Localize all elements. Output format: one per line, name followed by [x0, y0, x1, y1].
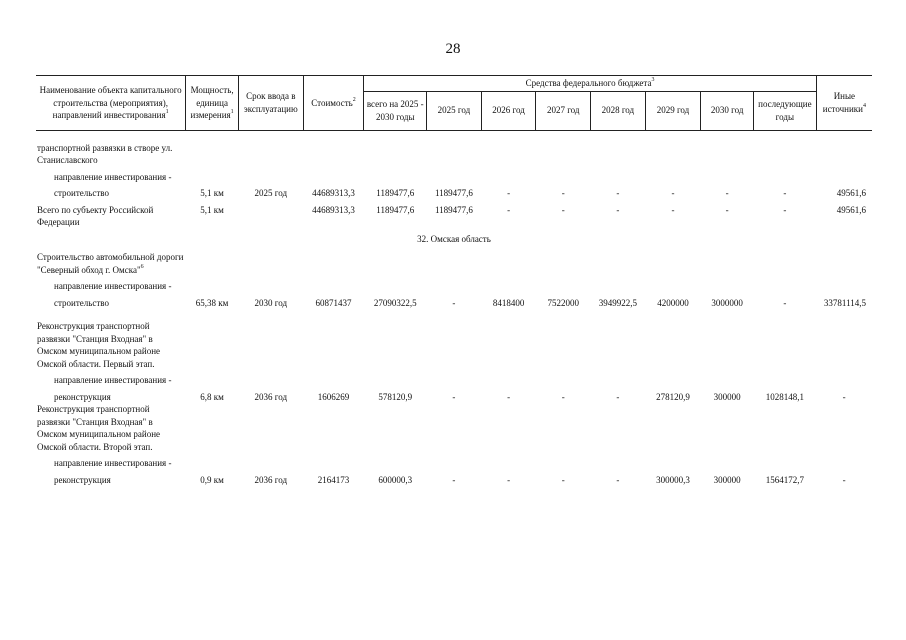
cell-total: 1189477,6 — [376, 188, 415, 198]
header-federal-budget — [364, 76, 816, 92]
header-cost-text: Стоимость — [311, 97, 353, 108]
cell-2026: - — [507, 474, 511, 485]
cell-2030: - — [725, 204, 729, 215]
cell-power: 5,1 км — [200, 188, 224, 198]
cell-cost: 44689313,3 — [312, 188, 355, 198]
cell-2030: - — [725, 188, 729, 198]
cell-other: 49561,6 — [836, 188, 866, 198]
header-other-text: Иные источники — [822, 91, 863, 114]
cell-2026: 8418400 — [492, 297, 525, 308]
cell-year: 2036 год — [254, 391, 288, 402]
region-heading-row — [36, 229, 872, 252]
cell-2028: - — [616, 188, 620, 198]
table-row — [36, 167, 872, 184]
cell-cost: 2164173 — [317, 474, 350, 485]
header-power-footnote: 1 — [230, 109, 234, 115]
header-2028: 2028 год — [591, 91, 646, 130]
header-other-footnote: 4 — [863, 102, 866, 109]
row-name: Реконструкция транспортной развязки "Станция Входная" в Омском муниципальном районе Омской области. Первый этап. — [37, 321, 161, 369]
cell-other: - — [842, 474, 846, 485]
row-name: Всего по субъекту Российской Федерации — [37, 204, 154, 227]
row-name: направление инвестирования - — [54, 375, 172, 385]
cell-next: - — [783, 188, 787, 198]
cell-2026: - — [507, 188, 511, 198]
cell-year: 2025 год — [254, 188, 288, 198]
cell-power: 6,8 км — [200, 391, 224, 402]
cell-2027: - — [561, 391, 565, 402]
cell-2026: - — [507, 204, 511, 215]
row-name: направление инвестирования - — [54, 171, 172, 182]
table-body — [36, 130, 872, 486]
table-row — [36, 276, 872, 293]
cell-next: - — [783, 297, 787, 308]
cell-2025: - — [452, 297, 456, 308]
header-power-text: Мощность, единица измерения — [190, 85, 234, 120]
header-2027: 2027 год — [536, 91, 591, 130]
row-spacer — [36, 130, 872, 142]
table-row — [36, 183, 872, 200]
table-row — [36, 251, 872, 276]
cell-next: - — [783, 204, 787, 215]
cell-2027: - — [561, 188, 565, 198]
cell-total: 1189477,6 — [376, 204, 415, 215]
cell-2029: 278120,9 — [656, 391, 690, 402]
row-name-text: Строительство автомобильной дороги "Северный обход г. Омска" — [37, 252, 184, 275]
cell-other: 49561,6 — [836, 204, 866, 215]
cell-year: 2036 год — [254, 474, 288, 485]
cell-2025: 1189477,6 — [434, 188, 473, 198]
cell-total: 578120,9 — [378, 391, 413, 402]
header-federal-text: Средства федерального бюджета — [525, 78, 652, 88]
cell-cost: 60871437 — [315, 297, 352, 308]
header-name-text: Наименование объекта капитального строительства (мероприятия), направлений инвестирования — [39, 85, 182, 120]
row-name: строительство — [54, 188, 109, 198]
header-name — [36, 76, 186, 131]
row-name — [36, 251, 186, 276]
cell-2029: - — [671, 204, 675, 215]
cell-2025: - — [452, 474, 456, 485]
table-row — [36, 293, 872, 310]
row-name-footnote: 6 — [140, 263, 144, 270]
table-row — [36, 142, 872, 167]
header-cost — [303, 76, 364, 131]
header-2030: 2030 год — [701, 91, 754, 130]
row-name: Реконструкция транспортной развязки "Станция Входная" в Омском муниципальном районе Омской области. Второй этап. — [37, 404, 161, 452]
cell-2029: 300000,3 — [656, 474, 690, 485]
table-row — [36, 320, 872, 370]
cell-next: 1028148,1 — [765, 391, 804, 402]
header-commission: Срок ввода в эксплуатацию — [238, 76, 303, 131]
cell-other: - — [842, 391, 846, 402]
cell-2028: - — [616, 391, 620, 402]
cell-2027: - — [561, 204, 565, 215]
table-row — [36, 370, 872, 387]
cell-next: 1564172,7 — [765, 474, 804, 485]
table-row — [36, 453, 872, 470]
header-2029: 2029 год — [645, 91, 701, 130]
cell-2029: 4200000 — [657, 297, 689, 308]
region-heading: 32. Омская область — [417, 233, 491, 244]
row-name: направление инвестирования - — [54, 458, 172, 468]
cell-2027: 7522000 — [547, 297, 579, 308]
cell-year: 2030 год — [254, 297, 288, 308]
table-header — [36, 76, 872, 131]
table-row — [36, 387, 872, 404]
cell-2025: - — [452, 391, 456, 402]
row-name: направление инвестирования - — [54, 281, 172, 291]
table-row — [36, 470, 872, 487]
row-name: реконструкция — [54, 474, 111, 485]
cell-cost: 44689313,3 — [312, 204, 355, 215]
cell-2030: 3000000 — [711, 297, 743, 308]
cell-power: 65,38 км — [195, 297, 229, 308]
row-name: строительство — [54, 297, 109, 308]
cell-other: 33781114,5 — [823, 297, 866, 308]
row-name: транспортной развязки в створе ул. Станиславского — [37, 142, 173, 165]
cell-2027: - — [561, 474, 565, 485]
header-other-sources — [816, 76, 872, 131]
header-federal-footnote: 3 — [651, 77, 655, 83]
cell-2028: - — [616, 204, 620, 215]
header-2025: 2025 год — [427, 91, 482, 130]
cell-2026: - — [507, 391, 511, 402]
cell-2030: 300000 — [713, 474, 741, 485]
row-spacer — [36, 309, 872, 320]
table-row — [36, 403, 872, 453]
cell-2028: - — [616, 474, 620, 485]
page-number: 28 — [445, 41, 461, 57]
cell-2029: - — [671, 188, 675, 198]
header-total: всего на 2025 - 2030 годы — [364, 91, 427, 130]
header-next-years: последующие годы — [753, 91, 816, 130]
header-2026: 2026 год — [481, 91, 536, 130]
cell-year — [238, 200, 303, 229]
cell-2025: 1189477,6 — [434, 204, 473, 215]
cell-2030: 300000 — [713, 391, 741, 402]
cell-total: 600000,3 — [378, 474, 413, 485]
cell-cost: 1606269 — [317, 391, 350, 402]
header-power — [186, 76, 239, 131]
table-row — [36, 200, 872, 229]
investment-table — [36, 75, 872, 486]
cell-total: 27090322,5 — [373, 297, 417, 308]
cell-power: 0,9 км — [200, 474, 224, 485]
cell-2028: 3949922,5 — [598, 297, 637, 308]
header-name-footnote: 1 — [165, 109, 169, 115]
row-name: реконструкция — [54, 391, 111, 402]
cell-power: 5,1 км — [200, 204, 224, 215]
header-cost-footnote: 2 — [352, 96, 356, 103]
